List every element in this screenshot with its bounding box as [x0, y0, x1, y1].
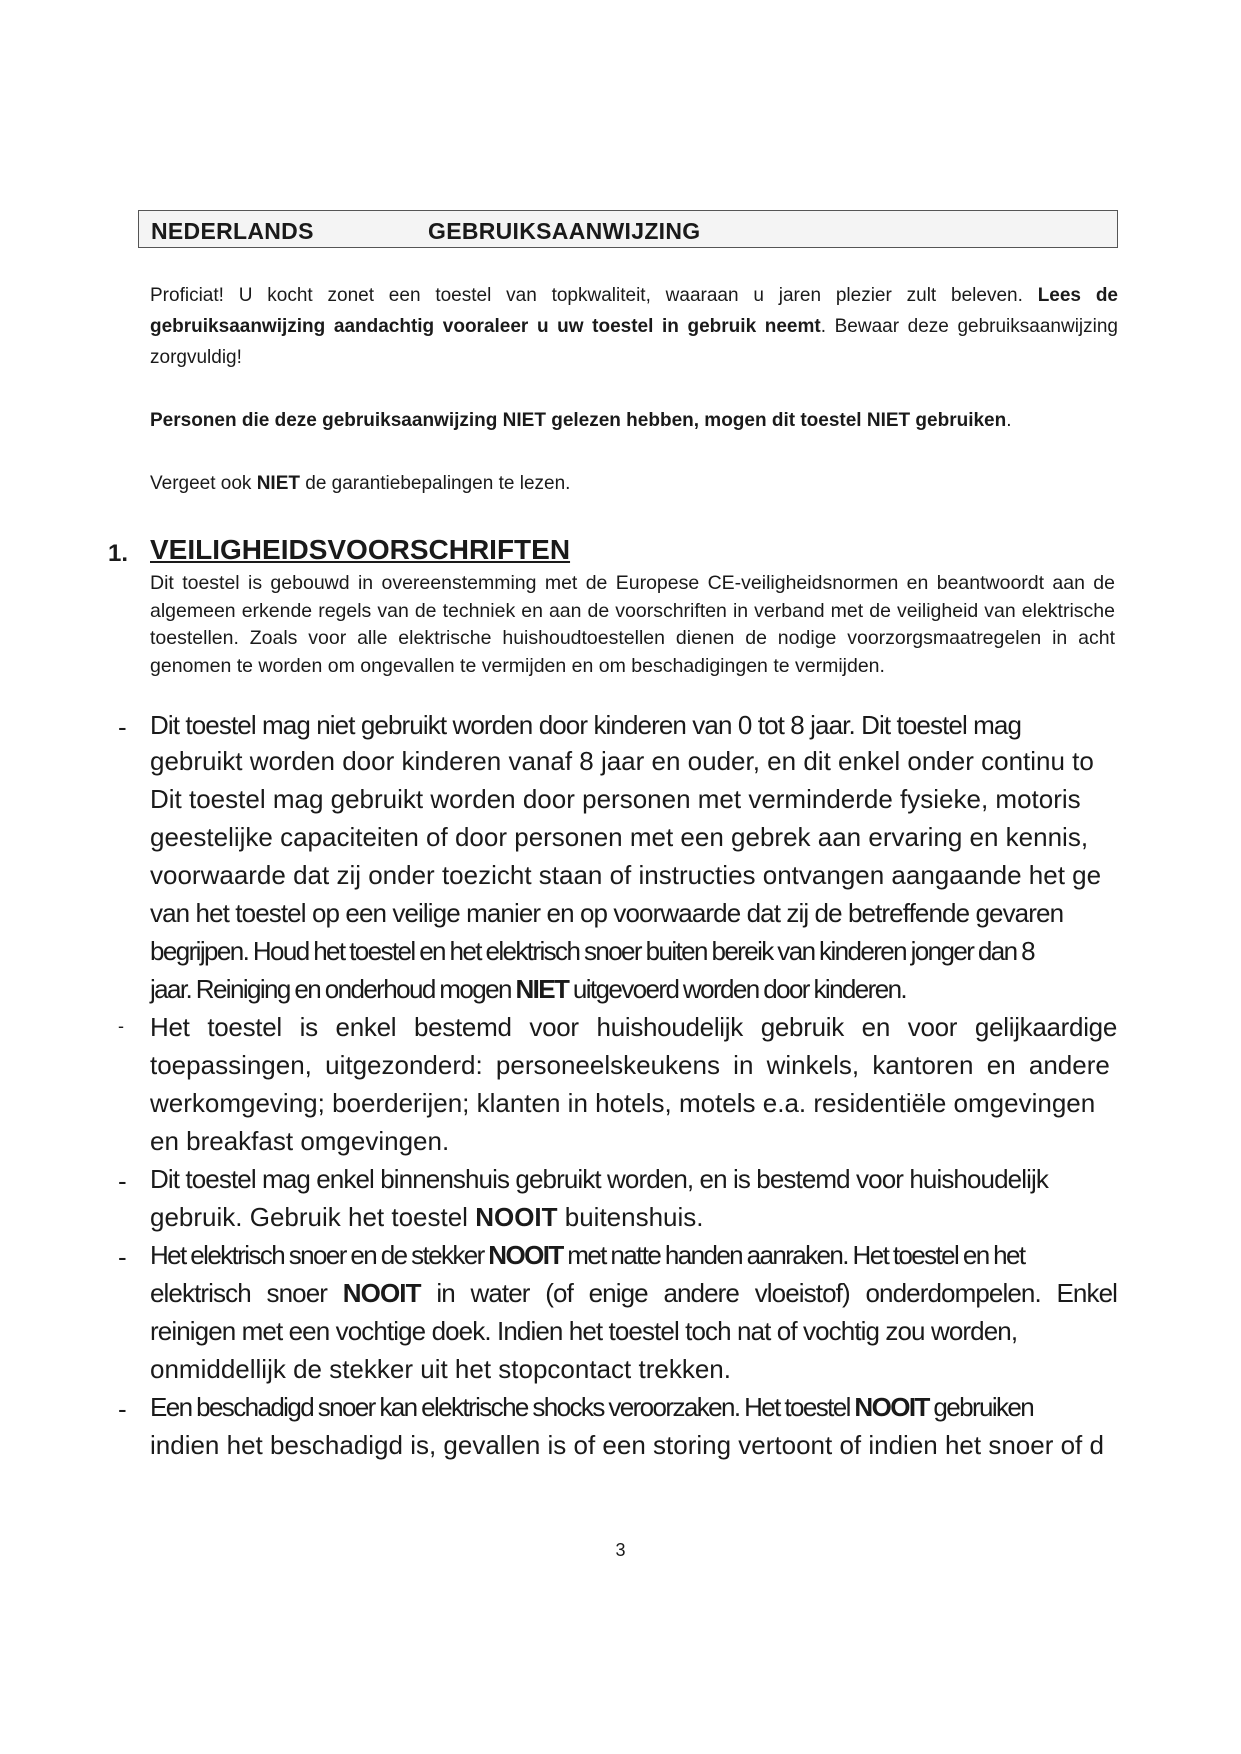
bullet1-line6: van het toestel op een veilige manier en op voorwaarde dat zij de betreffende gevaren: [150, 898, 1064, 928]
bullet5-line1-bold: NOOIT: [854, 1392, 929, 1422]
intro-text: Proficiat! U kocht zonet een toestel van topkwaliteit, waaraan u jaren plezier zult beleven.: [150, 285, 1038, 306]
bullet1-line8-text: jaar. Reiniging en onderhoud mogen: [150, 974, 516, 1004]
bullet5-line1-end: gebruiken: [928, 1392, 1034, 1422]
bullet3-line2-text: gebruik. Gebruik het toestel: [150, 1202, 476, 1232]
bullet1-line1: Dit toestel mag niet gebruikt worden door kinderen van 0 tot 8 jaar. Dit toestel mag: [150, 710, 1022, 740]
bullet4-line2-text: elektrisch snoer: [150, 1278, 343, 1308]
bullet-dash: -: [118, 1242, 127, 1272]
intro-paragraph: [150, 280, 1118, 373]
bullet-dash: -: [118, 1016, 124, 1036]
bullet1-line5: voorwaarde dat zij onder toezicht staan of instructies ontvangen aangaande het ge: [150, 860, 1102, 890]
bullet1-line4: geestelijke capaciteiten of door personen met een gebrek aan ervaring en kennis,: [150, 822, 1089, 852]
bullet4-line1-end: met natte handen aanraken. Het toestel en het: [562, 1240, 1025, 1270]
bullet4-line3: reinigen met een vochtige doek. Indien het toestel toch nat of vochtig zou worden,: [150, 1316, 1018, 1346]
bullet2-line3: werkomgeving; boerderijen; klanten in hotels, motels e.a. residentiële omgevingen: [150, 1088, 1096, 1118]
bullet3-line2-bold: NOOIT: [475, 1202, 558, 1232]
bullet4-line2-bold: NOOIT: [342, 1278, 421, 1308]
bullet1-line8-end: uitgevoerd worden door kinderen.: [568, 974, 907, 1004]
intro-text-end: . Bewaar deze gebruiksaanwijzing zorgvuldig!: [150, 316, 1118, 368]
warning-bold-text: Personen die deze gebruiksaanwijzing NIET gelezen hebben, mogen dit toestel NIET gebruiken: [150, 410, 1007, 431]
guarantee-text: Vergeet ook: [150, 473, 257, 494]
bullet4-line2: [150, 1278, 1117, 1309]
header-language: NEDERLANDS: [151, 218, 314, 244]
page-number: 3: [615, 1540, 626, 1560]
bullet2-line4: en breakfast omgevingen.: [150, 1126, 450, 1156]
guarantee-text-end: de garantiebepalingen te lezen.: [299, 473, 571, 494]
bullet1-line7: begrijpen. Houd het toestel en het elektrisch snoer buiten bereik van kinderen jonger dan 8: [150, 936, 1034, 966]
bullet4-line2-end: in water (of enige andere vloeistof) onderdompelen. Enkel: [420, 1278, 1118, 1308]
bullet3-line1: Dit toestel mag enkel binnenshuis gebruikt worden, en is bestemd voor huishoudelijk: [150, 1164, 1048, 1194]
guarantee-bold: NIET: [256, 473, 300, 494]
section-title: VEILIGHEIDSVOORSCHRIFTEN: [150, 534, 571, 565]
bullet4-line4: onmiddellijk de stekker uit het stopcontact trekken.: [150, 1354, 731, 1384]
intro-bold-text: Lees de gebruiksaanwijzing aandachtig vooraleer u uw toestel in gebruik neemt: [150, 285, 1118, 337]
section-number: 1.: [108, 540, 129, 567]
bullet1-line2: gebruikt worden door kinderen vanaf 8 jaar en ouder, en dit enkel onder continu to: [150, 746, 1094, 776]
section-intro: Dit toestel is gebouwd in overeenstemming met de Europese CE-veiligheidsnormen en beantwoordt aan de algemeen erkende regels van de techniek en aan de voorschriften in verband met de veiligheid van elektrische toestellen. Zoals voor alle elektrische huishoudtoestellen dienen de nodige voorzorgsmaatregelen in acht genomen te worden om ongevallen te vermijden en om beschadigingen te vermijden.: [150, 572, 1115, 677]
bullet5-line1: [150, 1392, 1033, 1423]
bullet4-line1-text: Het elektrisch snoer en de stekker: [150, 1240, 489, 1270]
bullet3-line2-end: buitenshuis.: [557, 1202, 704, 1232]
bullet1-line8: [150, 974, 906, 1005]
bullet1-line8-bold: NIET: [515, 974, 569, 1004]
bullet5-line2: indien het beschadigd is, gevallen is of een storing vertoont of indien het snoer of d: [150, 1430, 1104, 1460]
bullet-dash: -: [118, 1394, 127, 1424]
document-header: [138, 210, 1118, 248]
bullet-dash: -: [118, 1166, 127, 1196]
bullet5-line1-text: Een beschadigd snoer kan elektrische shocks veroorzaken. Het toestel: [150, 1392, 855, 1422]
guarantee-paragraph: [150, 468, 1118, 499]
warning-paragraph: [150, 405, 1118, 436]
bullet1-line3: Dit toestel mag gebruikt worden door personen met verminderde fysieke, motoris: [150, 784, 1081, 814]
bullet4-line1: [150, 1240, 1025, 1271]
bullet-dash: -: [118, 712, 127, 742]
warning-period: .: [1006, 410, 1012, 431]
header-title: GEBRUIKSAANWIJZING: [428, 218, 701, 244]
bullet4-line1-bold: NOOIT: [488, 1240, 563, 1270]
bullet2-line2: toepassingen, uitgezonderd: personeelskeukens in winkels, kantoren en andere: [150, 1050, 1110, 1080]
bullet2-line1: Het toestel is enkel bestemd voor huishoudelijk gebruik en voor gelijkaardige: [150, 1012, 1117, 1042]
bullet3-line2: [150, 1202, 704, 1233]
